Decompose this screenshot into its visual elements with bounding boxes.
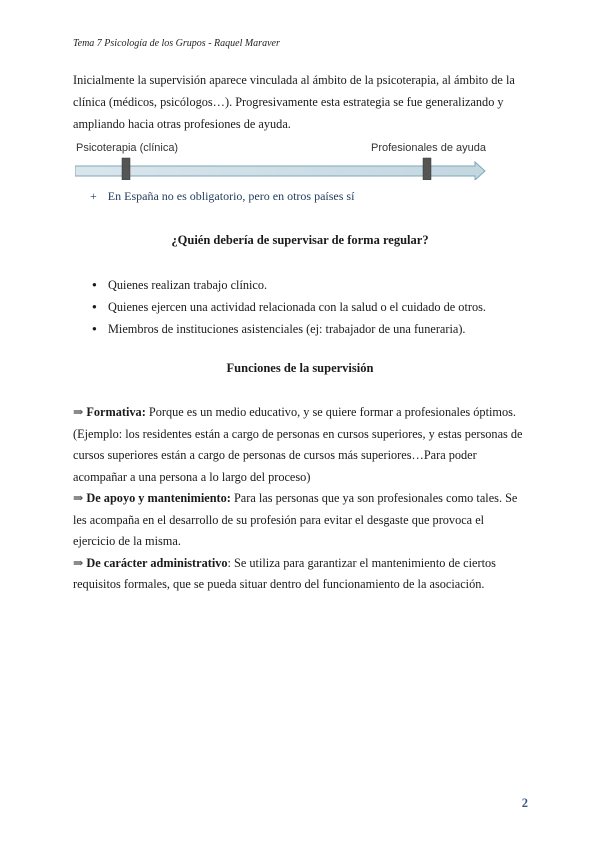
list-item: ● Quienes realizan trabajo clínico.	[92, 274, 486, 296]
function-text: Para las personas que ya son profesionales como tales. Se les acompaña en el desarrollo de su profesión para evitar el desgaste que provoca el ejercicio de la misma.	[73, 491, 518, 548]
note-text: En España no es obligatorio, pero en otros países sí	[107, 189, 355, 203]
heading-functions: Funciones de la supervisión	[226, 361, 374, 375]
function-title: Formativa:	[86, 405, 146, 419]
plus-bullet-icon: +	[90, 189, 97, 203]
end-marker	[423, 158, 431, 180]
function-title: De carácter administrativo	[86, 555, 228, 570]
function-administrativo	[73, 553, 528, 596]
list-item: ● Miembros de instituciones asistenciales (ej: trabajador de una funeraria).	[92, 318, 486, 340]
function-text: : Se utiliza para garantizar el mantenimiento de ciertos requisitos formales, que se pueda situar dentro del funcionamiento de la asociación.	[73, 555, 496, 591]
intro-paragraph: Inicialmente la supervisión aparece vinculada al ámbito de la psicoterapia, al ámbito de la clínica (médicos, psicólogos…). Progresivamente esta estrategia se fue generalizando y ampliando hacia otras profesiones de ayuda.	[73, 73, 515, 131]
start-marker	[122, 158, 130, 180]
page-number: 2	[521, 796, 528, 810]
arrow-icon: ⇒	[73, 555, 84, 570]
who-list	[92, 274, 486, 340]
arrow-icon: ⇒	[73, 405, 84, 419]
arrow-icon: ⇒	[73, 491, 84, 505]
function-text: Porque es un medio educativo, y se quiere formar a profesionales óptimos. (Ejemplo: los residentes están a cargo de personas en cursos superiores, y estas personas de cursos superiores están a cargo de personas de cursos más superiores…Para poder acompañar a una persona a lo largo del proceso)	[73, 405, 523, 484]
function-apoyo	[73, 488, 528, 553]
page-header: Tema 7 Psicología de los Grupos - Raquel Maraver	[73, 38, 280, 49]
diagram-label-right: Profesionales de ayuda	[371, 142, 486, 154]
note-item	[90, 189, 354, 204]
heading-who-supervises: ¿Quién debería de supervisar de forma regular?	[171, 233, 429, 247]
list-item: ● Quienes ejercen una actividad relacionada con la salud o el cuidado de otros.	[92, 296, 486, 318]
function-formativa	[73, 402, 528, 488]
functions-section	[73, 402, 528, 596]
diagram-label-left: Psicoterapia (clínica)	[76, 142, 179, 154]
supervision-scope-diagram	[75, 140, 495, 180]
function-title: De apoyo y mantenimiento:	[86, 491, 231, 505]
